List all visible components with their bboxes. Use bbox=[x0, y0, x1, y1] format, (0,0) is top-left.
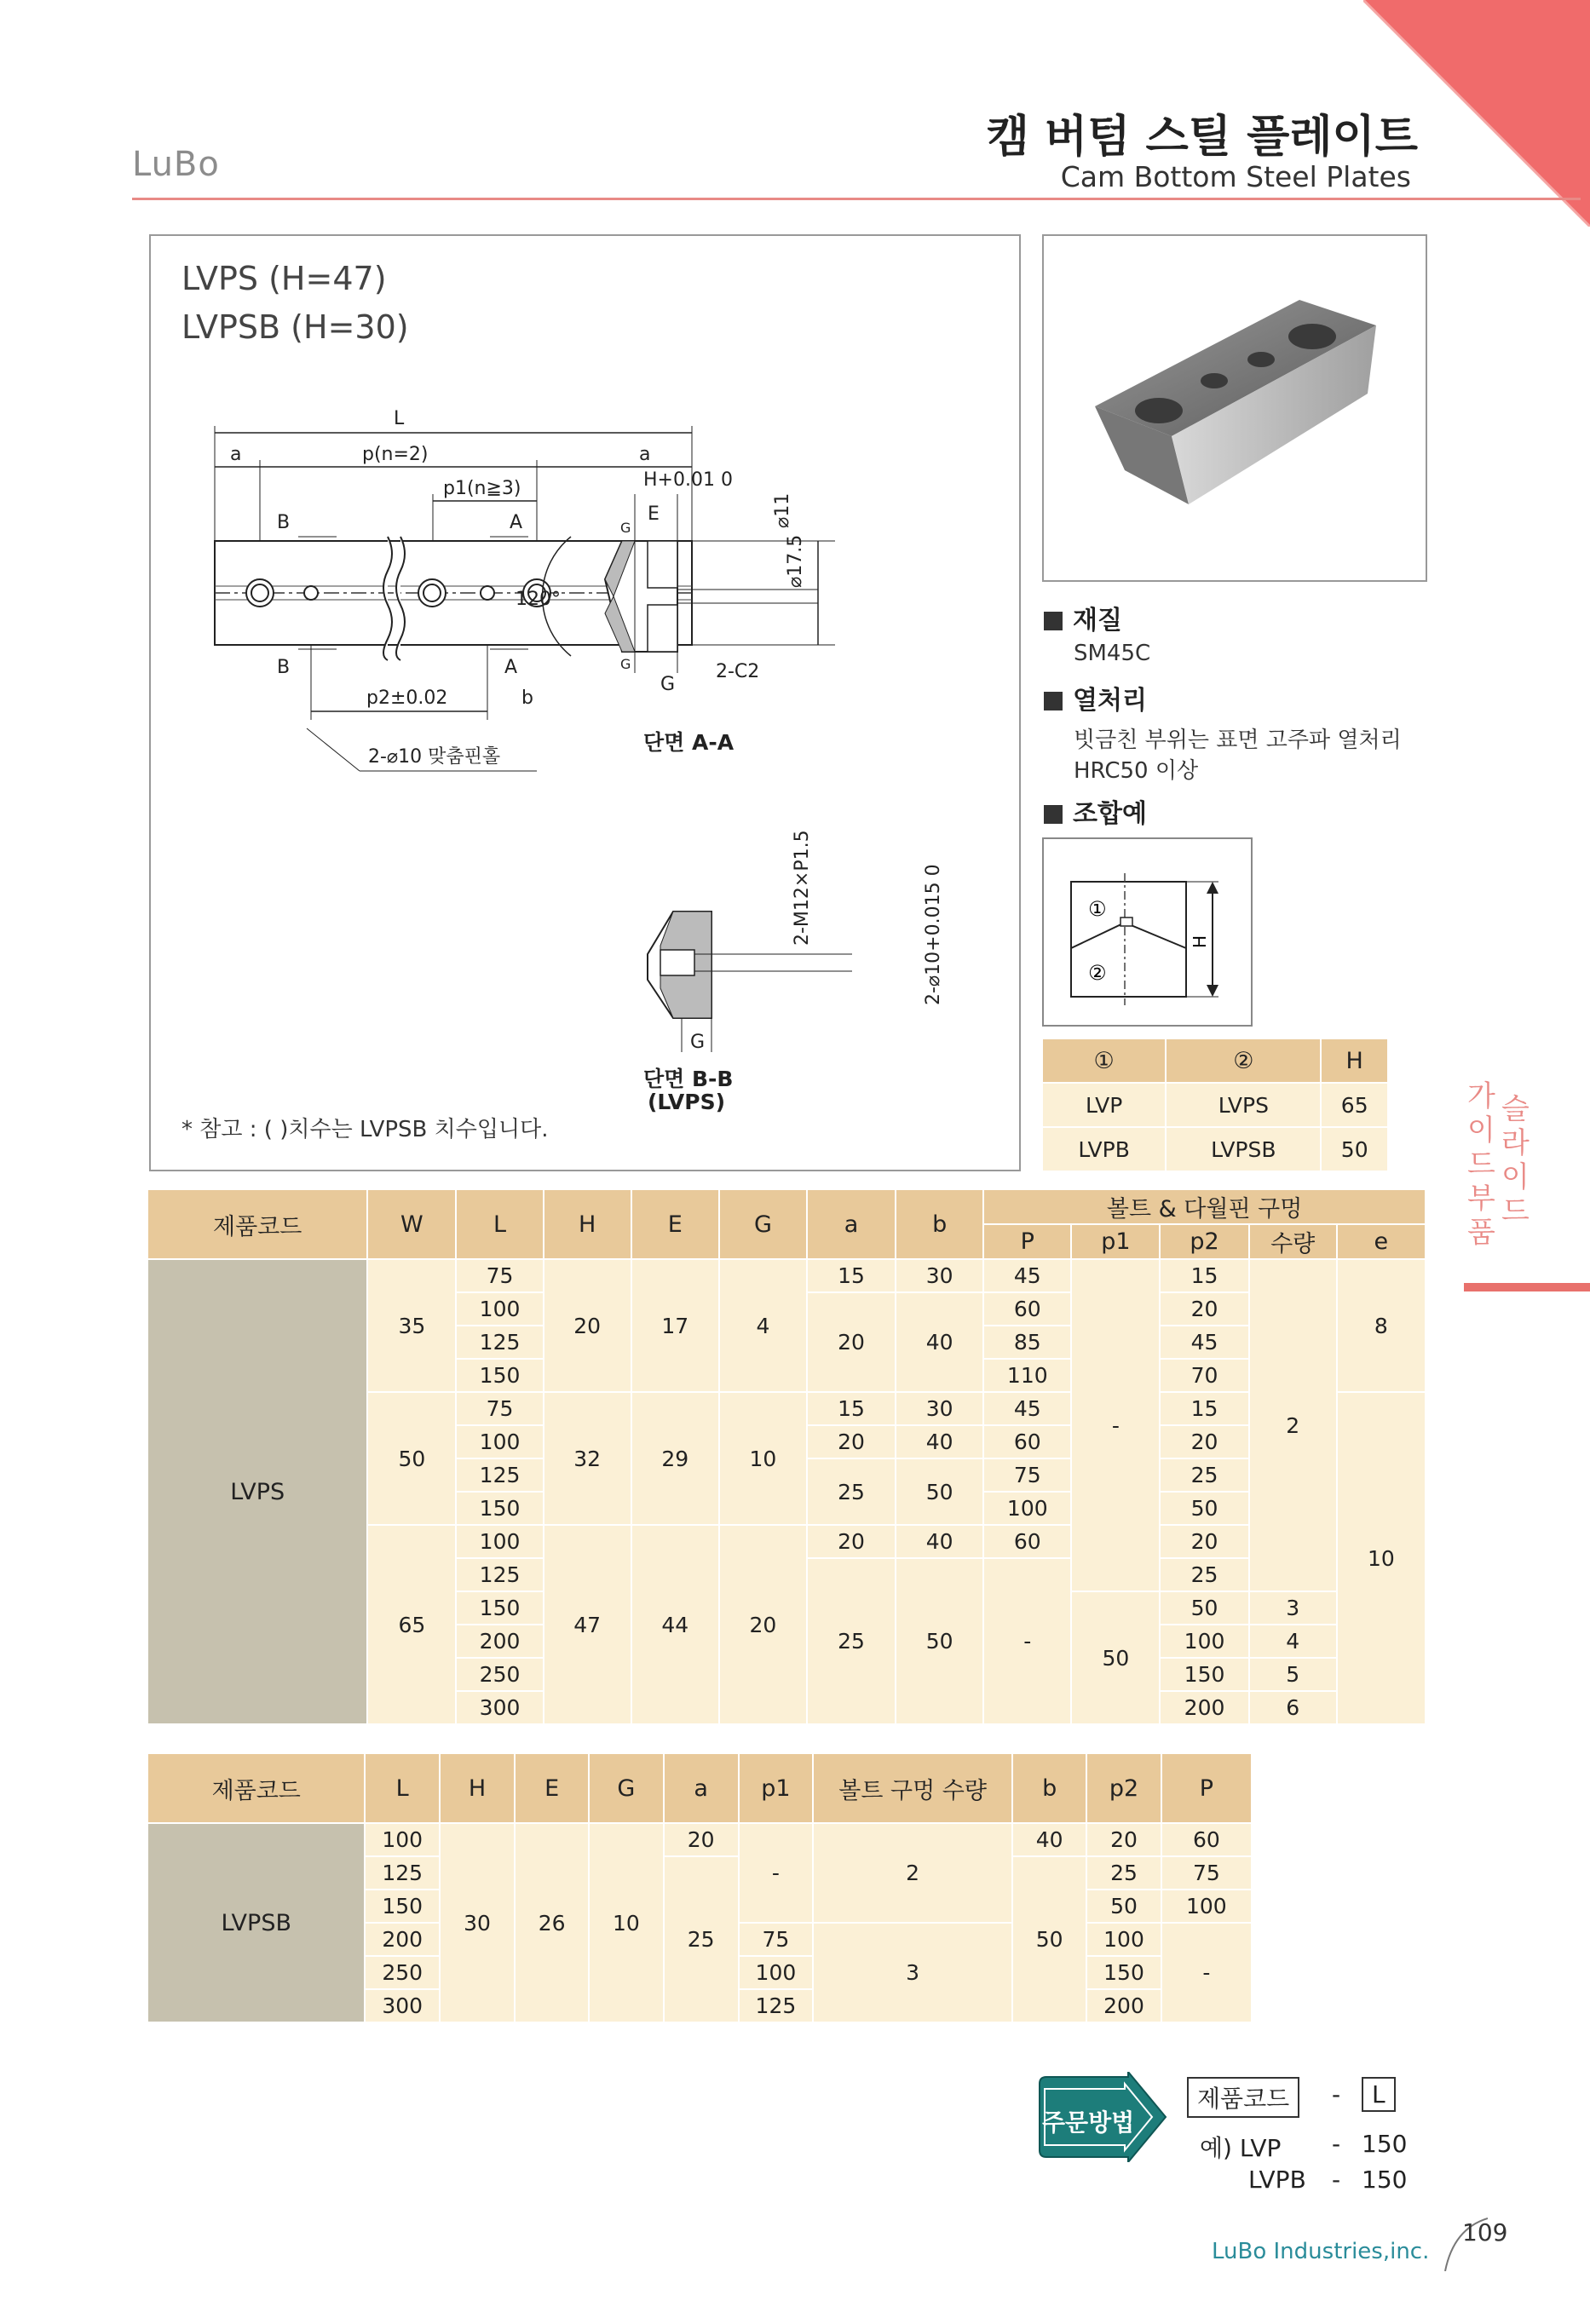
product-photo bbox=[1044, 236, 1426, 580]
section-bb-caption: 단면 B-B bbox=[643, 1067, 734, 1091]
dim-g: G bbox=[660, 674, 676, 695]
order-dash: - bbox=[1332, 2080, 1341, 2108]
combo-mark-2: ② bbox=[1088, 961, 1107, 985]
dim-h-tol: H+0.01 0 bbox=[643, 469, 733, 491]
table-row: 125 25 50 - 25 bbox=[147, 1558, 1426, 1591]
page-number: 109 bbox=[1462, 2218, 1508, 2246]
table-row: LVP LVPS 65 bbox=[1042, 1083, 1388, 1127]
dim-g-bb: G bbox=[690, 1032, 706, 1053]
combination-diagram bbox=[1042, 837, 1253, 1027]
table-row: 100 20 40 60 20 bbox=[147, 1425, 1426, 1458]
grind-mark-bottom: G bbox=[620, 656, 631, 672]
dim-a-left: a bbox=[230, 444, 242, 465]
technical-drawing bbox=[170, 392, 1005, 1125]
combo-header-2: ② bbox=[1166, 1038, 1321, 1083]
dim-chamfer: 2-C2 bbox=[716, 661, 760, 682]
side-tab-rule bbox=[1464, 1283, 1590, 1291]
table-row: 65 100 47 44 20 20 40 60 20 bbox=[147, 1525, 1426, 1558]
spec-heat-line-1: 빗금친 부위는 표면 고주파 열처리 bbox=[1074, 728, 1402, 753]
table-row: LVPB LVPSB 50 bbox=[1042, 1127, 1388, 1171]
order-code-box: 제품코드 bbox=[1187, 2077, 1299, 2118]
dim-angle: 120° bbox=[516, 589, 561, 610]
dim-b: b bbox=[521, 687, 533, 709]
page-subtitle: Cam Bottom Steel Plates bbox=[1060, 160, 1411, 193]
order-example-label: 예) LVP bbox=[1200, 2134, 1282, 2162]
dim-a-right: a bbox=[639, 444, 651, 465]
model-name-lvps: LVPS (H=47) bbox=[181, 260, 387, 297]
table-row: 300 125 200 bbox=[147, 1989, 1252, 2022]
dim-l: L bbox=[394, 408, 405, 429]
dim-p2: p2±0.02 bbox=[366, 687, 448, 709]
order-example-value-1: 150 bbox=[1362, 2130, 1408, 2158]
table-row: 150 100 50 bbox=[147, 1492, 1426, 1525]
footer-company: LuBo Industries,inc. bbox=[1212, 2239, 1430, 2264]
table-row: 250 150 5 bbox=[147, 1658, 1426, 1691]
spec-heat-line-2: HRC50 이상 bbox=[1074, 758, 1199, 784]
reference-note: * 참고 : ( )치수는 LVPSB 치수입니다. bbox=[181, 1117, 549, 1142]
section-mark-b-bottom: B bbox=[277, 657, 291, 678]
lvpsb-spec-table: 제품코드 L H E G a p1 볼트 구멍 수량 b p2 P LVPSB 100 30 26 10 20 - 2 40 20 60 125 25 50 25 75 150 50 100 200 75 3 100 - 250 100 150 300 125 200 bbox=[147, 1752, 1253, 2023]
order-example-value-2: 150 bbox=[1362, 2166, 1408, 2194]
dim-e: E bbox=[648, 503, 660, 525]
dim-m12: 2-M12×P1.5 bbox=[792, 830, 813, 946]
combo-mark-h: H bbox=[1190, 935, 1210, 948]
combo-header-1: ① bbox=[1042, 1038, 1166, 1083]
section-mark-a-top: A bbox=[510, 512, 523, 533]
grind-mark-top: G bbox=[620, 520, 631, 536]
order-example-dash-2: - bbox=[1332, 2166, 1341, 2194]
dim-p: p(n=2) bbox=[362, 444, 429, 465]
brand-logo: LuBo bbox=[132, 145, 220, 184]
title-divider bbox=[132, 198, 1581, 200]
section-mark-b-top: B bbox=[277, 512, 291, 533]
order-method-label: 주문방법 bbox=[1042, 2108, 1135, 2137]
section-mark-a-bottom: A bbox=[504, 657, 518, 678]
section-bb bbox=[643, 830, 944, 1114]
table-row: 250 100 150 bbox=[147, 1956, 1252, 1989]
combo-mark-1: ① bbox=[1088, 897, 1107, 921]
spec-material-head: 재질 bbox=[1044, 599, 1122, 636]
side-category-tab: 가 이 드 부 품 슬 라 이 드 bbox=[1467, 1079, 1530, 1250]
spec-material: SM45C bbox=[1074, 641, 1151, 666]
dim-p1: p1(n≧3) bbox=[443, 478, 521, 499]
pin-hole-note: 2-⌀10 맞춤핀홀 bbox=[368, 746, 501, 768]
section-bb-sub: (LVPS) bbox=[648, 1090, 726, 1114]
table-row: 200 75 3 100 - bbox=[147, 1923, 1252, 1956]
dim-d11: ⌀11 bbox=[772, 492, 793, 528]
table-row: 150 50 100 bbox=[147, 1890, 1252, 1923]
model-name-lvpsb: LVPSB (H=30) bbox=[181, 308, 409, 346]
order-l-box: L bbox=[1362, 2077, 1396, 2112]
table-row: 150 50 50 3 bbox=[147, 1591, 1426, 1625]
order-example-label-2: LVPB bbox=[1248, 2166, 1306, 2194]
table-row: LVPSB 100 30 26 10 20 - 2 40 20 60 bbox=[147, 1823, 1252, 1856]
table-row: 50 75 32 29 10 15 30 45 15 10 bbox=[147, 1392, 1426, 1425]
dim-d175: ⌀17.5 bbox=[785, 534, 806, 588]
table-row: LVPS 35 75 20 17 4 15 30 45 - 15 2 8 bbox=[147, 1259, 1426, 1292]
table-row: 125 25 50 75 25 bbox=[147, 1458, 1426, 1492]
table-row: 200 100 4 bbox=[147, 1625, 1426, 1658]
lvps-spec-table: 제품코드 W L H E G a b 볼트 & 다월핀 구멍 P p1 p2 수량 e LVPS 35 75 20 17 4 15 30 45 - 15 2 8 100 20 40 60 20 125 85 45 150 110 70 50 75 32 29 10 15 30 45 15 10 100 20 40 60 20 125 25 50 75 25 150 100 50 65 100 47 44 20 20 40 60 20 125 25 50 - 25 150 50 50 3 200 100 4 250 150 5 300 200 6 bbox=[147, 1188, 1426, 1725]
section-aa-caption: 단면 A-A bbox=[643, 730, 735, 755]
spec-combo-head: 조합예 bbox=[1044, 792, 1147, 830]
table-row: 300 200 6 bbox=[147, 1691, 1426, 1724]
spec-heat-head: 열처리 bbox=[1044, 679, 1147, 716]
page-title: 캠 버텀 스틸 플레이트 bbox=[986, 112, 1418, 163]
table-row: 125 25 50 25 75 bbox=[147, 1856, 1252, 1890]
table-row: 125 85 45 bbox=[147, 1326, 1426, 1359]
order-example-dash-1: - bbox=[1332, 2130, 1341, 2158]
product-photo-frame bbox=[1042, 234, 1427, 582]
combo-header-h: H bbox=[1321, 1038, 1388, 1083]
table-row: 150 110 70 bbox=[147, 1359, 1426, 1392]
dim-d10: 2-⌀10+0.015 0 bbox=[923, 864, 944, 1005]
table-row: 100 20 40 60 20 bbox=[147, 1292, 1426, 1326]
combination-table bbox=[1041, 1038, 1389, 1172]
